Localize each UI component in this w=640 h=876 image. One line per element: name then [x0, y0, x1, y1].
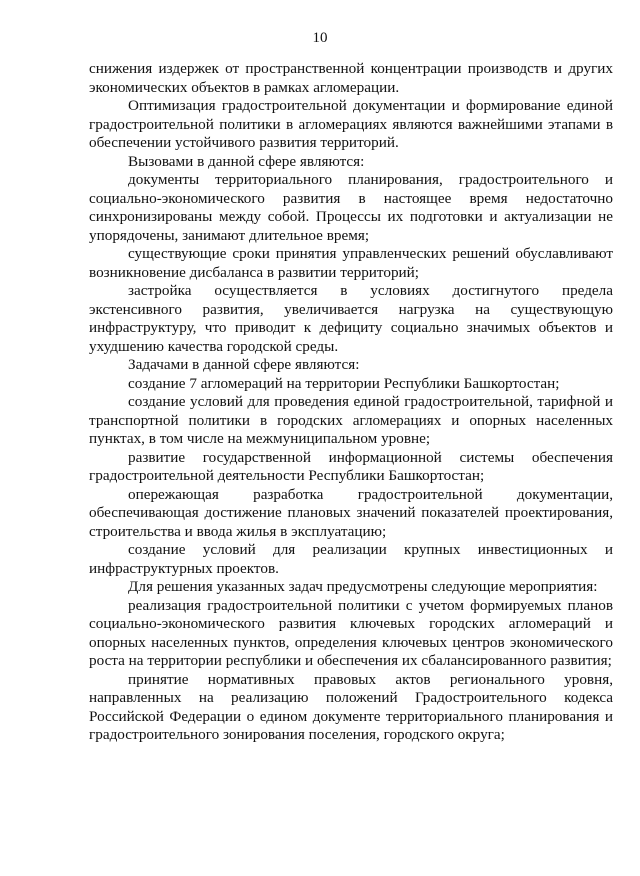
paragraph-7: Задачами в данной сфере являются:: [128, 356, 360, 373]
document-body: [89, 60, 613, 745]
paragraph-6: застройка осуществляется в условиях достигнутого предела экстенсивного развития, увеличивается нагрузка на существующую инфраструктуру, что приводит к дефициту социально значимых объектов и ухудшению качества городской среды.: [89, 282, 613, 355]
paragraph-2: Оптимизация градостроительной документации и формирование единой градостроительной политики в агломерациях являются важнейшими этапами в обеспечении устойчивого развития территорий.: [89, 97, 613, 151]
paragraph-5: существующие сроки принятия управленческих решений обуславливают возникновение дисбаланса в развитии территорий;: [89, 245, 613, 281]
paragraph-9: создание условий для проведения единой градостроительной, тарифной и транспортной политики в городских агломерациях и опорных населенных пунктах, в том числе на межмуниципальном уровне;: [89, 393, 613, 447]
paragraph-13: Для решения указанных задач предусмотрены следующие мероприятия:: [128, 578, 598, 595]
paragraph-3: Вызовами в данной сфере являются:: [128, 152, 365, 170]
paragraph-4: документы территориального планирования, градостроительного и социально-экономического развития в настоящее время недостаточно синхронизированы между собой. Процессы их подготовки и актуализации не упорядочены, занимают длительное время;: [89, 171, 613, 244]
paragraph-14: реализация градостроительной политики с учетом формируемых планов социально-экономического развития ключевых городских агломераций и опорных населенных пунктов, определения ключевых центров экономического роста на территории республики и обеспечения их сбалансированного развития;: [89, 596, 613, 669]
page-number: 10: [312, 30, 328, 46]
paragraph-8: создание 7 агломераций на территории Республики Башкортостан;: [128, 374, 560, 392]
paragraph-1: снижения издержек от пространственной концентрации производств и других экономических объектов в рамках агломерации.: [89, 60, 613, 96]
paragraph-10: развитие государственной информационной системы обеспечения градостроительной деятельности Республики Башкортостан;: [89, 448, 613, 484]
paragraph-12: создание условий для реализации крупных инвестиционных и инфраструктурных проектов.: [89, 541, 613, 577]
paragraph-15: принятие нормативных правовых актов регионального уровня, направленных на реализацию положений Градостроительного кодекса Российской Федерации о едином документе территориального планирования и градостроительного зонирования поселения, городского округа;: [89, 670, 613, 743]
paragraph-11: опережающая разработка градостроительной документации, обеспечивающая достижение плановых значений показателей проектирования, строительства и ввода жилья в эксплуатацию;: [89, 485, 613, 540]
